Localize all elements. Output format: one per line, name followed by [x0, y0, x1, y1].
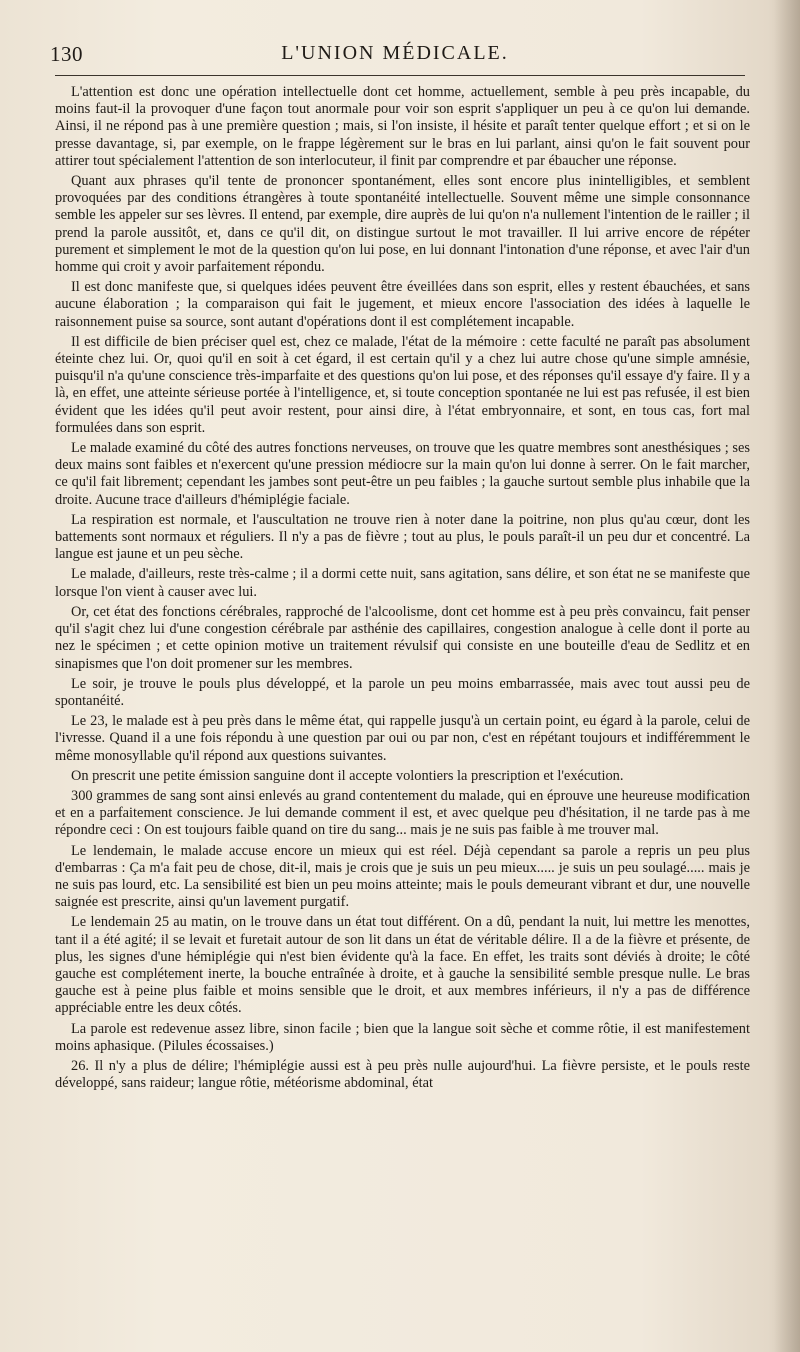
header-rule — [55, 75, 745, 76]
paragraph: Le 23, le malade est à peu près dans le même état, qui rappelle jusqu'à un certain point, eu égard à la parole, celui de l'ivresse. Quand il a une fois répondu à une question par oui ou par non, c'est en répétant toujours et indifféremment le même monosyllable qu'il répond aux questions suivantes. — [55, 713, 750, 764]
paragraph: On prescrit une petite émission sanguine dont il accepte volontiers la prescription et l'exécution. — [71, 767, 624, 784]
running-title: L'UNION MÉDICALE. — [281, 42, 509, 64]
article-body — [55, 84, 750, 1095]
paragraph: La parole est redevenue assez libre, sinon facile ; bien que la langue soit sèche et comme rôtie, il est manifestement moins aphasique. (Pilules écossaises.) — [55, 1020, 750, 1054]
paragraph: Or, cet état des fonctions cérébrales, rapproché de l'alcoolisme, dont cet homme est à peu près convaincu, fait penser qu'il s'agit chez lui d'une congestion cérébrale par asthénie des capillaires, congestion analogue à celle dont il porte au nez le spécimen ; et cette opinion motive un traitement révulsif qui consiste en une bouteille d'eau de Sedlitz et en sinapismes que l'on doit promener sur les membres. — [55, 603, 750, 672]
paragraph: Le malade examiné du côté des autres fonctions nerveuses, on trouve que les quatre membres sont anesthésiques ; ses deux mains sont faibles et n'exercent qu'une pression médiocre sur la main qu'on lui donne à serrer. On le fait marcher, ce qu'il fait librement; cependant les jambes sont peut-être un peu faibles ; la gauche surtout semble plus inhabile que la droite. Aucune trace d'ailleurs d'hémiplégie faciale. — [55, 440, 750, 508]
paragraph: Le lendemain, le malade accuse encore un mieux qui est réel. Déjà cependant sa parole a repris un peu plus d'embarras : Ça m'a fait peu de chose, dit-il, mais je crois que je suis un peu mieux..... je suis un peu soulagé..... mais je ne suis pas lourd, etc. La sensibilité est bien un peu moins atteinte; mais le pouls demeurant vibrant et dur, une nouvelle saignée est prescrite, ainsi qu'un lavement purgatif. — [55, 842, 750, 911]
paragraph: Le malade, d'ailleurs, reste très-calme ; il a dormi cette nuit, sans agitation, sans délire, et son état ne se manifeste que lorsque l'on vient à causer avec lui. — [55, 566, 750, 600]
paragraph: Le lendemain 25 au matin, on le trouve dans un état tout différent. On a dû, pendant la nuit, lui mettre les menottes, tant il a été agité; il se levait et furetait autour de son lit dans un état de véritable délire. Il a de la fièvre et présente, de plus, les signes d'une hémiplégie qui n'est bien évidente qu'à la face. En effet, les traits sont déviés à droite; le côté gauche est complétement inerte, la bouche entraînée à droite, et à gauche la sensibilité semble presque nulle. Le bras gauche est à peine plus faible et moins sensible que le droit, et aux membres inférieurs, il n'y a pas de différence appréciable entre les deux côtés. — [55, 914, 750, 1017]
paragraph: 26. Il n'y a plus de délire; l'hémiplégie aussi est à peu près nulle aujourd'hui. La fièvre persiste, et le pouls reste développé, sans raideur; langue rôtie, météorisme abdominal, état — [55, 1057, 750, 1092]
paragraph: 300 grammes de sang sont ainsi enlevés au grand contentement du malade, qui en éprouve une heureuse modification et en a parfaitement conscience. Je lui demande comment il est, et avec quelque peu d'hésitation, il ne tarde pas à me répondre ceci : On est toujours faible quand on tire du sang... mais je ne suis pas faible à me trouver mal. — [55, 787, 750, 839]
paragraph: Le soir, je trouve le pouls plus développé, et la parole un peu moins embarrassée, mais avec tout aussi peu de spontanéité. — [55, 675, 750, 709]
paragraph: Il est difficile de bien préciser quel est, chez ce malade, l'état de la mémoire : cette faculté ne paraît pas absolument éteinte chez lui. Or, quoi qu'il en soit à cet égard, il est certain qu'il y a chez lui autre chose qu'une simple amnésie, puisqu'il n'a qu'une conscience très-imparfaite et des questions qu'on lui pose, et des réponses qu'il essaye d'y faire. Il y a là, en effet, une atteinte sérieuse portée à l'intelligence, et, si toute conception spontanée ne lui est pas refusée, il est bien évident que les idées qu'il peut avoir restent, pour ainsi dire, à l'état embryonnaire, et sont, en tous cas, fort mal formulées dans son esprit. — [55, 333, 750, 436]
paragraph: L'attention est donc une opération intellectuelle dont cet homme, actuellement, semble à peu près incapable, du moins faut-il la provoquer d'une façon tout anormale pour voir son esprit s'appliquer un peu à ce qu'on lui demande. Ainsi, il ne répond pas à une première question ; mais, si l'on insiste, il hésite et paraît tenter quelque effort ; et si on le presse davantage, si, par exemple, on le frappe légèrement sur le bras en lui parlant, ainsi qu'on le fait souvent pour attirer tout spécialement l'attention de son interlocuteur, il finit par comprendre et par ébaucher une réponse. — [55, 84, 750, 169]
paragraph: Il est donc manifeste que, si quelques idées peuvent être éveillées dans son esprit, elles y restent ébauchées, et sans aucune élaboration ; la comparaison qui fait le jugement, et mieux encore l'association des idées à laquelle le raisonnement puise sa source, sont autant d'opérations dont il est complétement incapable. — [55, 279, 750, 330]
page-edge-shadow — [774, 0, 800, 1352]
paragraph: La respiration est normale, et l'auscultation ne trouve rien à noter dane la poitrine, non plus qu'au cœur, dont les battements sont normaux et réguliers. Il n'y a pas de fièvre ; tout au plus, le pouls paraît-il un peu dur et concentré. La langue est jaune et un peu sèche. — [55, 511, 750, 563]
page-number: 130 — [50, 42, 83, 66]
paragraph: Quant aux phrases qu'il tente de prononcer spontanément, elles sont encore plus inintelligibles, et semblent provoquées par des conditions étrangères à toute spontanéité intellectuelle. Souvent même une simple consonnance semble les appeler sur ses lèvres. Il entend, par exemple, dire auprès de lui qu'on n'a nullement l'intention de le railler ; il prend la parole aussitôt, et, dans ce qu'il dit, on distingue surtout le mot travailler. Il lui arrive encore de répéter purement et simplement le mot de la question qu'on lui pose, en lui donnant l'intonation d'une réponse, et avec l'air d'un homme qui croit y avoir parfaitement répondu. — [55, 173, 750, 276]
page-header — [50, 42, 740, 78]
